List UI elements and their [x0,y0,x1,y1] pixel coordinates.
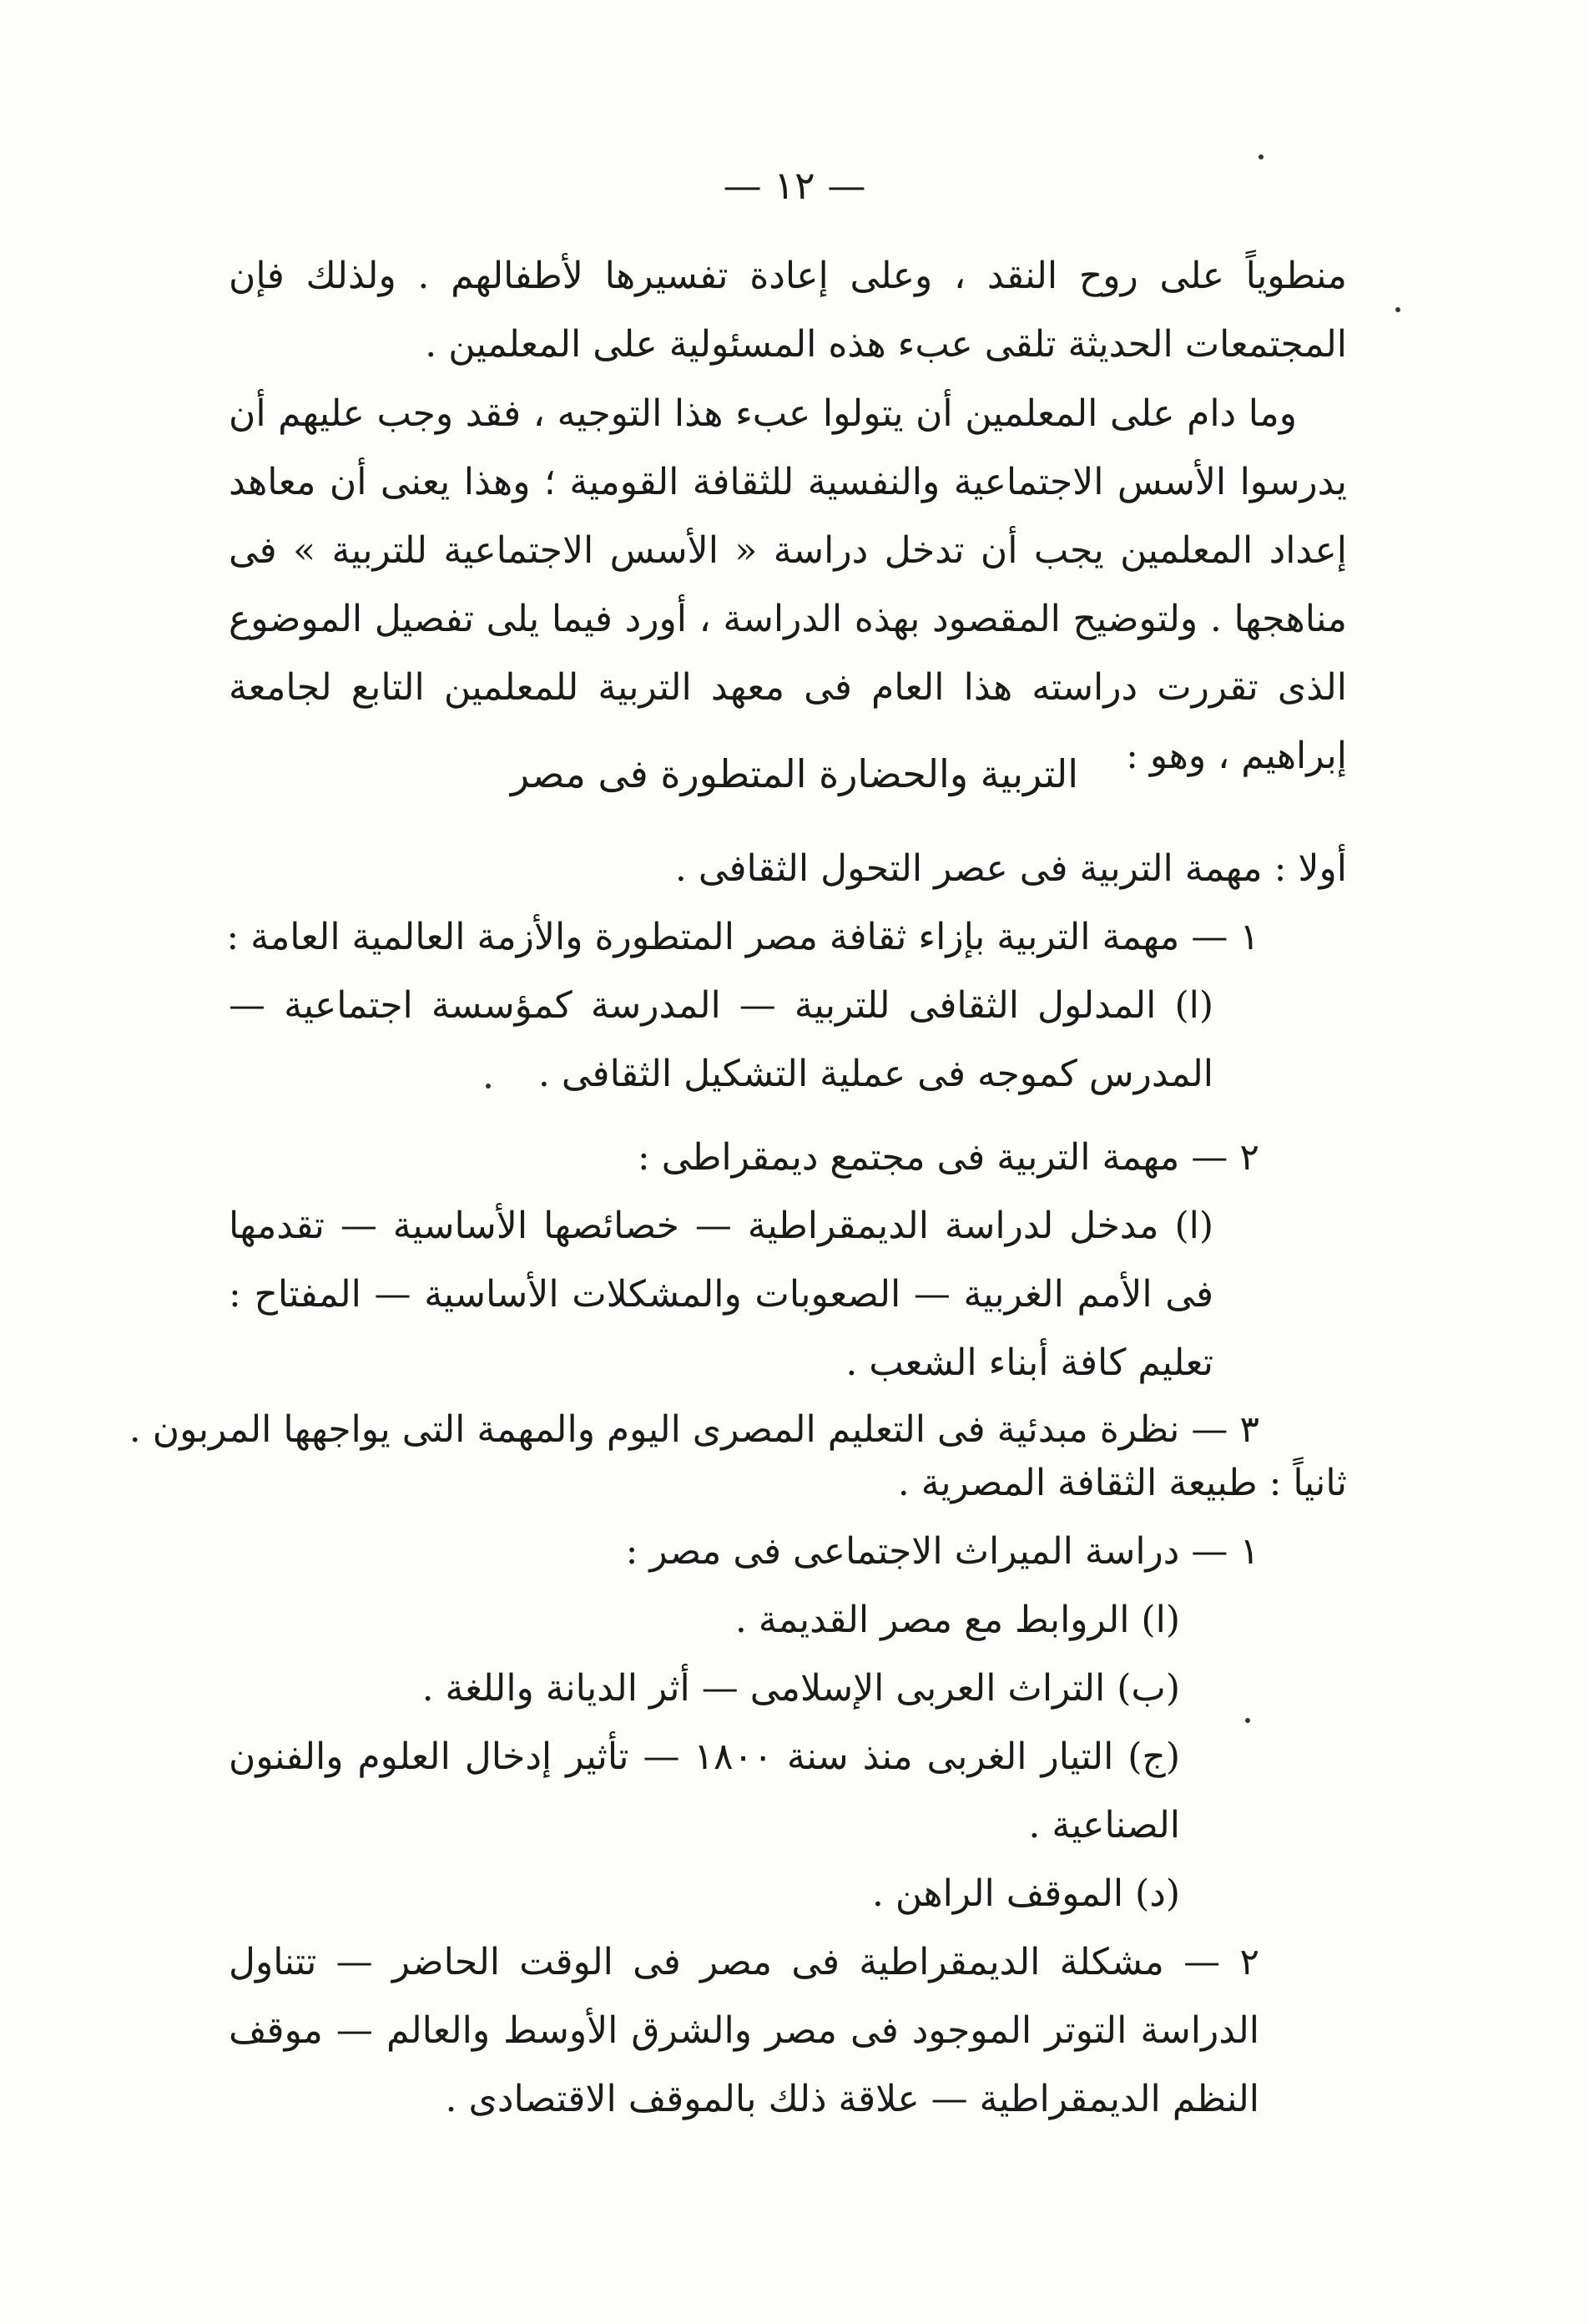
page-number: — ١٢ — [723,163,866,208]
outline-item-second-2: ٢ — مشكلة الديمقراطية فى مصر فى الوقت الحاضر — تتناول الدراسة التوتر الموجود فى مصر والشرق الأوسط والعالم — موقف النظم الديمقراطية — علاقة ذلك بالموقف الاقتصادى . [229,1941,1259,2120]
section-title: التربية والحضارة المتطورة فى مصر [510,751,1079,796]
outline-subitem-second-1c: (ج) التيار الغربى منذ سنة ١٨٠٠ — تأثير إدخال العلوم والفنون الصناعية . [229,1735,1180,1847]
outline-subitem-second-1b: (ب) التراث العربى الإسلامى — أثر الديانة واللغة . [421,1667,1180,1710]
outline-subitem-second-1a: (ا) الروابط مع مصر القديمة . [734,1599,1180,1641]
outline-heading-first: أولا : مهمة التربية فى عصر التحول الثقافى . [674,847,1347,890]
paragraph-2: وما دام على المعلمين أن يتولوا عبء هذا التوجيه ، فقد وجب عليهم أن يدرسوا الأسس الاجتماعية والنفسية للثقافة القومية ؛ وهذا يعنى أن معاهد إعداد المعلمين يجب أن تدخل دراسة « الأسس الاجتماعية للتربية » فى مناهجها . ولتوضيح المقصود بهذه الدراسة ، أورد فيما يلى تفصيل الموضوع الذى تقررت دراسته هذا العام فى معهد التربية للمعلمين التابع لجامعة إبراهيم ، وهو : [229,392,1347,777]
outline-item-first-1: ١ — مهمة التربية بإزاء ثقافة مصر المتطورة والأزمة العالمية العامة : [226,916,1259,958]
outline-heading-second: ثانياً : طبيعة الثقافة المصرية . [897,1462,1347,1504]
outline-item-second-1: ١ — دراسة الميراث الاجتماعى فى مصر : [625,1530,1259,1573]
scan-speck [486,1084,491,1089]
scan-speck [1395,307,1400,312]
paragraph-1: منطوياً على روح النقد ، وعلى إعادة تفسيرها لأطفالهم . ولذلك فإن المجتمعات الحديثة تلقى عبء هذه المسئولية على المعلمين . [229,255,1347,366]
scan-speck [1259,154,1264,159]
scan-speck [1245,1718,1250,1723]
outline-subitem-first-2a: (ا) مدخل لدراسة الديمقراطية — خصائصها الأساسية — تقدمها فى الأمم الغربية — الصعوبات والمشكلات الأساسية — المفتاح : تعليم كافة أبناء الشعب . [229,1205,1213,1384]
outline-subitem-first-1a: (ا) المدلول الثقافى للتربية — المدرسة كمؤسسة اجتماعية — المدرس كموجه فى عملية التشكيل الثقافى . [229,984,1213,1095]
outline-item-first-2: ٢ — مهمة التربية فى مجتمع ديمقراطى : [637,1136,1259,1179]
outline-item-first-3: ٣ — نظرة مبدئية فى التعليم المصرى اليوم والمهمة التى يواجهها المربون . [129,1408,1259,1451]
outline-subitem-second-1d: (د) الموقف الراهن . [871,1872,1180,1915]
